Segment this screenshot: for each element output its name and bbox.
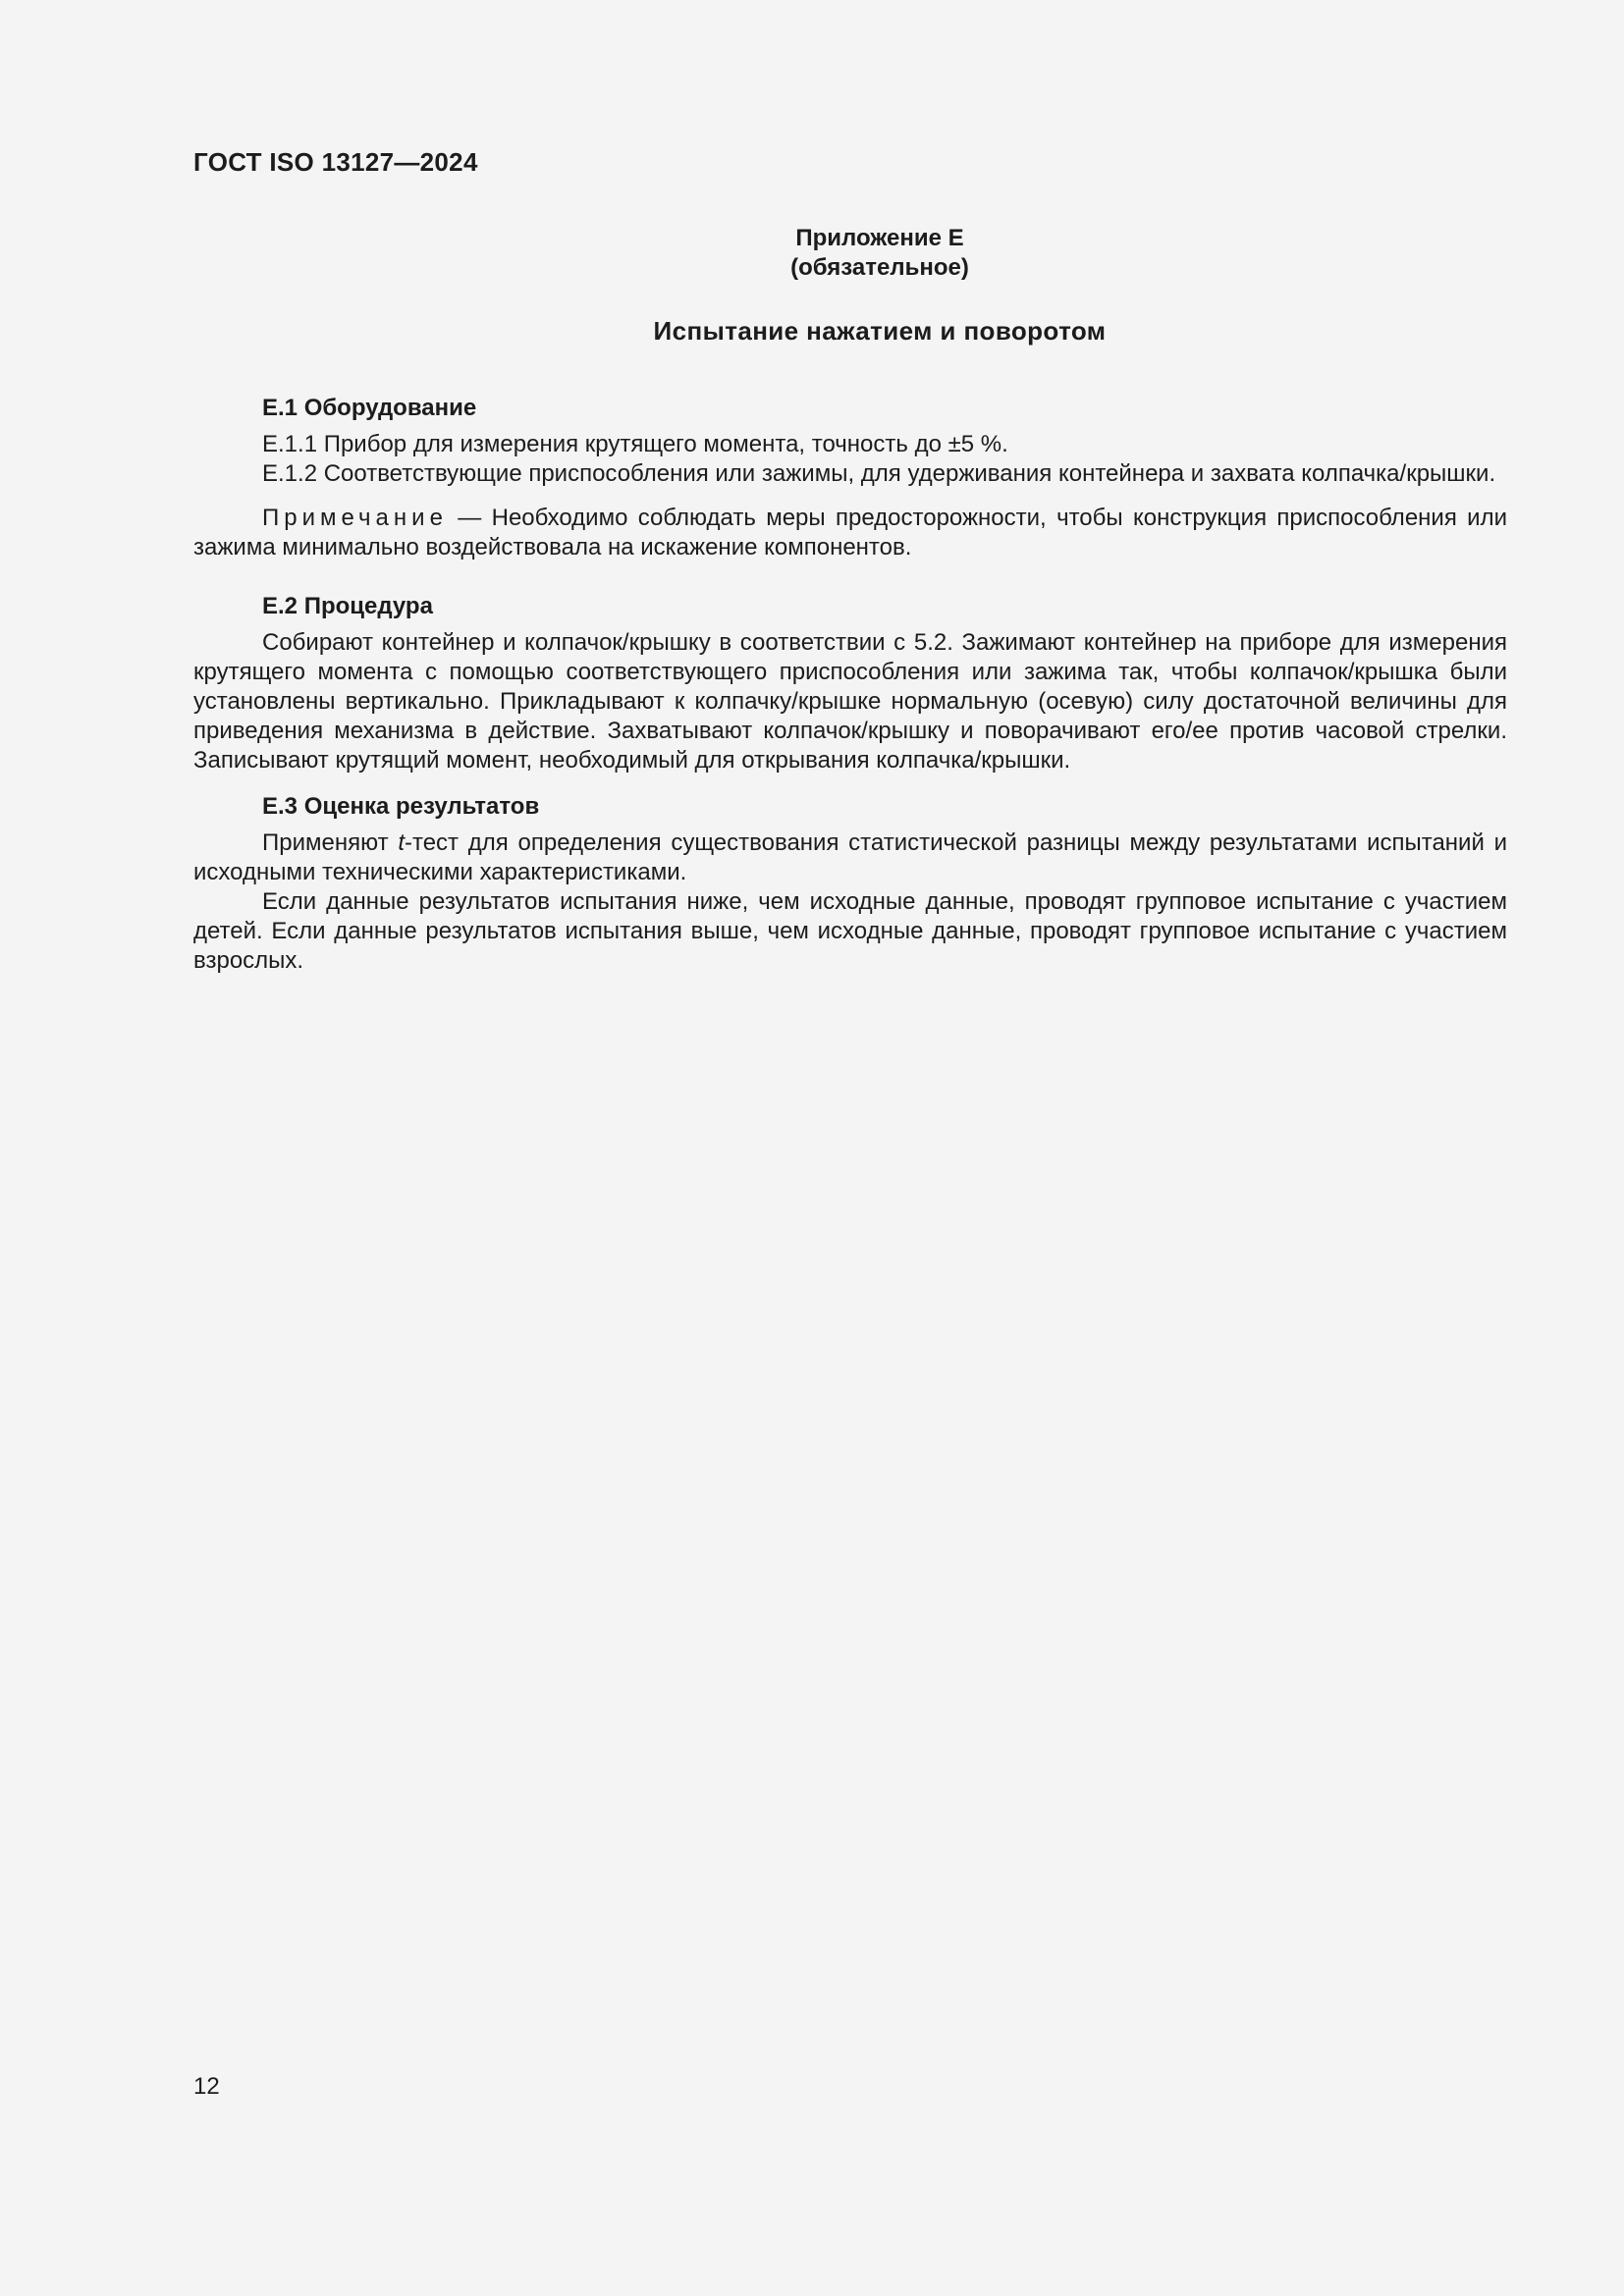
annex-title: Испытание нажатием и поворотом <box>653 316 1107 346</box>
annex-label-block <box>193 224 1507 283</box>
standard-header: ГОСТ ISO 13127—2024 <box>193 147 478 177</box>
paragraph-e1-1: Е.1.1 Прибор для измерения крутящего момента, точность до ±5 %. <box>262 431 1008 457</box>
section-heading-e3: Е.3 Оценка результатов <box>262 793 540 820</box>
section-heading-e2: Е.2 Процедура <box>262 593 433 619</box>
note-label: Примечание <box>262 505 448 531</box>
note-paragraph <box>193 504 1507 562</box>
paragraph-e1-2: Е.1.2 Соответствующие приспособления или зажимы, для удерживания контейнера и захвата колпачка/крышки. <box>262 460 1496 487</box>
note-text: Необходимо соблюдать меры предосторожности, чтобы конструкция приспособления или зажима минимально воздействовала на искажение компонентов. <box>193 505 1507 561</box>
annex-status: (обязательное) <box>790 254 969 281</box>
annex-label: Приложение Е <box>795 225 964 251</box>
paragraph-e3-1-start: Применяют <box>262 829 399 856</box>
paragraph-e3-2: Если данные результатов испытания ниже, чем исходные данные, проводят групповое испытание с участием детей. Если данные результатов испытания выше, чем исходные данные, проводят групповое испытание с участием взрослых. <box>193 888 1507 974</box>
paragraph-e2: Собирают контейнер и колпачок/крышку в соответствии с 5.2. Зажимают контейнер на приборе для измерения крутящего момента с помощью соответствующего приспособления или зажима так, чтобы колпачок/крышка были установлены вертикально. Прикладывают к колпачку/крышке нормальную (осевую) силу достаточной величины для приведения механизма в действие. Захватывают колпачок/крышку и поворачивают его/ее против часовой стрелки. Записывают крутящий момент, необходимый для открывания колпачка/крышки. <box>193 629 1507 774</box>
t-test-italic: t <box>398 829 405 856</box>
page-number: 12 <box>193 2073 220 2100</box>
section-heading-e1: Е.1 Оборудование <box>262 395 477 421</box>
paragraph-e3-1 <box>193 828 1507 887</box>
paragraph-e3-1-end: -тест для определения существования статистической разницы между результатами испытаний и исходными техническими характеристиками. <box>193 829 1508 885</box>
note-dash: — <box>447 505 492 531</box>
document-body <box>193 394 1507 976</box>
